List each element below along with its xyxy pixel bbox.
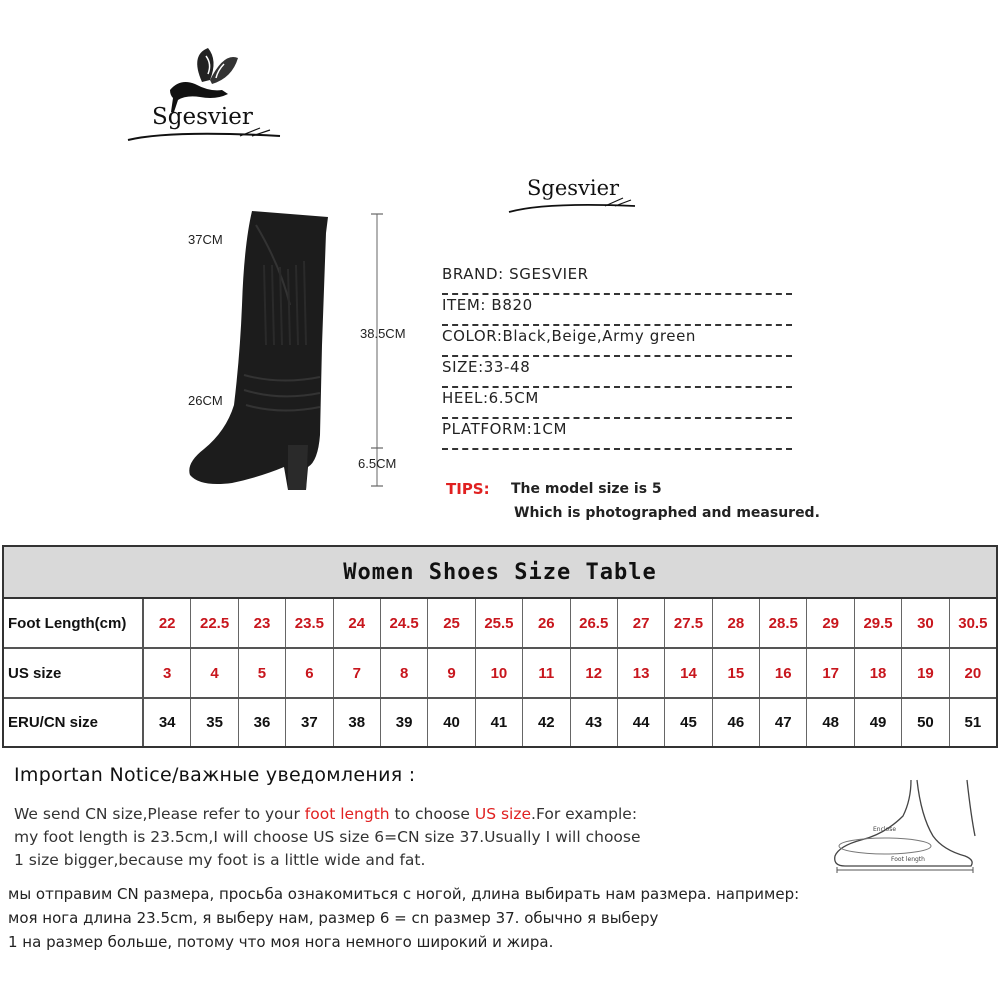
spec-brand: BRAND: SGESVIER <box>442 262 792 295</box>
table-cell: 13 <box>618 649 665 697</box>
table-cell: 27 <box>618 599 665 647</box>
size-table <box>2 545 998 748</box>
table-cell: 45 <box>665 699 712 746</box>
foot-length-label: Foot length <box>891 856 925 863</box>
notice-en-text: We send CN size,Please refer to your <box>14 805 305 823</box>
table-cell: 3 <box>144 649 191 697</box>
brand-logo-text: Sgesvier <box>152 104 253 130</box>
notice-en-line-3: 1 size bigger,because my foot is a little wide and fat. <box>14 851 426 869</box>
table-cell: 41 <box>476 699 523 746</box>
table-row-header: ERU/CN size <box>4 699 144 746</box>
table-cell: 46 <box>713 699 760 746</box>
table-row-foot-length <box>4 599 996 649</box>
table-cell: 25.5 <box>476 599 523 647</box>
table-cell: 50 <box>902 699 949 746</box>
notice-foot-length-highlight: foot length <box>304 805 390 823</box>
table-cell: 24 <box>334 599 381 647</box>
table-cell: 4 <box>191 649 238 697</box>
table-cell: 23 <box>239 599 286 647</box>
table-cell: 25 <box>428 599 475 647</box>
dim-height: 38.5CM <box>360 326 406 341</box>
table-cell: 11 <box>523 649 570 697</box>
table-cell: 10 <box>476 649 523 697</box>
spec-heel: HEEL:6.5CM <box>442 386 792 419</box>
tips-label: TIPS: <box>446 480 490 498</box>
table-cell: 16 <box>760 649 807 697</box>
table-cell: 36 <box>239 699 286 746</box>
notice-title: Importan Notice/важные уведомления : <box>14 764 416 786</box>
table-row-us-size <box>4 649 996 699</box>
table-cell: 30.5 <box>958 614 988 632</box>
brand-logo-right-text: Sgesvier <box>527 176 620 200</box>
table-cell: 22 <box>144 599 191 647</box>
table-cell: 17 <box>807 649 854 697</box>
size-table-title: Women Shoes Size Table <box>4 547 996 599</box>
brand-logo-right <box>505 172 645 222</box>
table-cell: 6 <box>286 649 333 697</box>
brand-logo-top <box>120 40 290 150</box>
table-cell: 43 <box>571 699 618 746</box>
boot-image <box>180 205 340 495</box>
notice-en-text: to choose <box>389 805 475 823</box>
height-measure-line <box>367 210 387 490</box>
table-cell: 26 <box>523 599 570 647</box>
tips-line-2: Which is photographed and measured. <box>514 505 820 521</box>
dim-top-width: 37CM <box>188 232 223 247</box>
table-cell: 35 <box>191 699 238 746</box>
table-cell: 29 <box>807 599 854 647</box>
table-cell: 8 <box>381 649 428 697</box>
table-cell: 40 <box>428 699 475 746</box>
table-cell: 14 <box>665 649 712 697</box>
table-cell: 5 <box>239 649 286 697</box>
table-cell: 7 <box>334 649 381 697</box>
table-cell: 48 <box>807 699 854 746</box>
table-cell: 28 <box>713 599 760 647</box>
notice-ru-line-1: мы отправим CN размера, просьба ознакомиться с ногой, длина выбирать нам размера. например: <box>8 885 800 903</box>
table-cell: 51 <box>964 714 982 731</box>
table-cell: 38 <box>334 699 381 746</box>
table-cell: 15 <box>713 649 760 697</box>
table-cell: 23.5 <box>286 599 333 647</box>
spec-size: SIZE:33-48 <box>442 355 792 388</box>
table-cell: 27.5 <box>665 599 712 647</box>
table-row-cn-size <box>4 699 996 746</box>
spec-item: ITEM: B820 <box>442 293 792 326</box>
table-cell: 30 <box>902 599 949 647</box>
table-cell: 29.5 <box>855 599 902 647</box>
table-cell: 37 <box>286 699 333 746</box>
foot-enclose-label: Enclose <box>873 826 897 833</box>
table-cell: 42 <box>523 699 570 746</box>
table-cell: 26.5 <box>571 599 618 647</box>
notice-en-line-2: my foot length is 23.5cm,I will choose US size 6=CN size 37.Usually I will choose <box>14 828 641 846</box>
table-cell: 18 <box>855 649 902 697</box>
spec-color: COLOR:Black,Beige,Army green <box>442 324 792 357</box>
table-cell: 44 <box>618 699 665 746</box>
table-cell: 24.5 <box>381 599 428 647</box>
table-cell: 22.5 <box>191 599 238 647</box>
table-cell: 19 <box>902 649 949 697</box>
table-cell: 28.5 <box>760 599 807 647</box>
table-cell: 34 <box>144 699 191 746</box>
dim-calf-width: 26CM <box>188 393 223 408</box>
table-cell: 49 <box>855 699 902 746</box>
table-cell: 20 <box>964 664 982 682</box>
notice-en-line-1 <box>14 803 637 826</box>
notice-en-text: .For example: <box>531 805 638 823</box>
dim-heel: 6.5CM <box>358 456 397 471</box>
table-cell: 47 <box>760 699 807 746</box>
swoosh-icon <box>505 172 645 222</box>
butterfly-heel-icon <box>120 40 290 150</box>
table-cell: 39 <box>381 699 428 746</box>
notice-us-size-highlight: US size <box>474 805 532 823</box>
table-cell: 9 <box>428 649 475 697</box>
notice-ru-line-3: 1 на размер больше, потому что моя нога немного широкий и жира. <box>8 933 554 951</box>
notice-ru-line-2: моя нога длина 23.5cm, я выберу нам, размер 6 = cn размер 37. обычно я выберу <box>8 909 659 927</box>
table-row-header: Foot Length(cm) <box>4 599 144 647</box>
spec-platform: PLATFORM:1CM <box>442 417 792 450</box>
table-cell: 12 <box>571 649 618 697</box>
foot-diagram <box>825 776 995 876</box>
tips-line-1: The model size is 5 <box>511 481 662 497</box>
table-row-header: US size <box>4 649 144 697</box>
